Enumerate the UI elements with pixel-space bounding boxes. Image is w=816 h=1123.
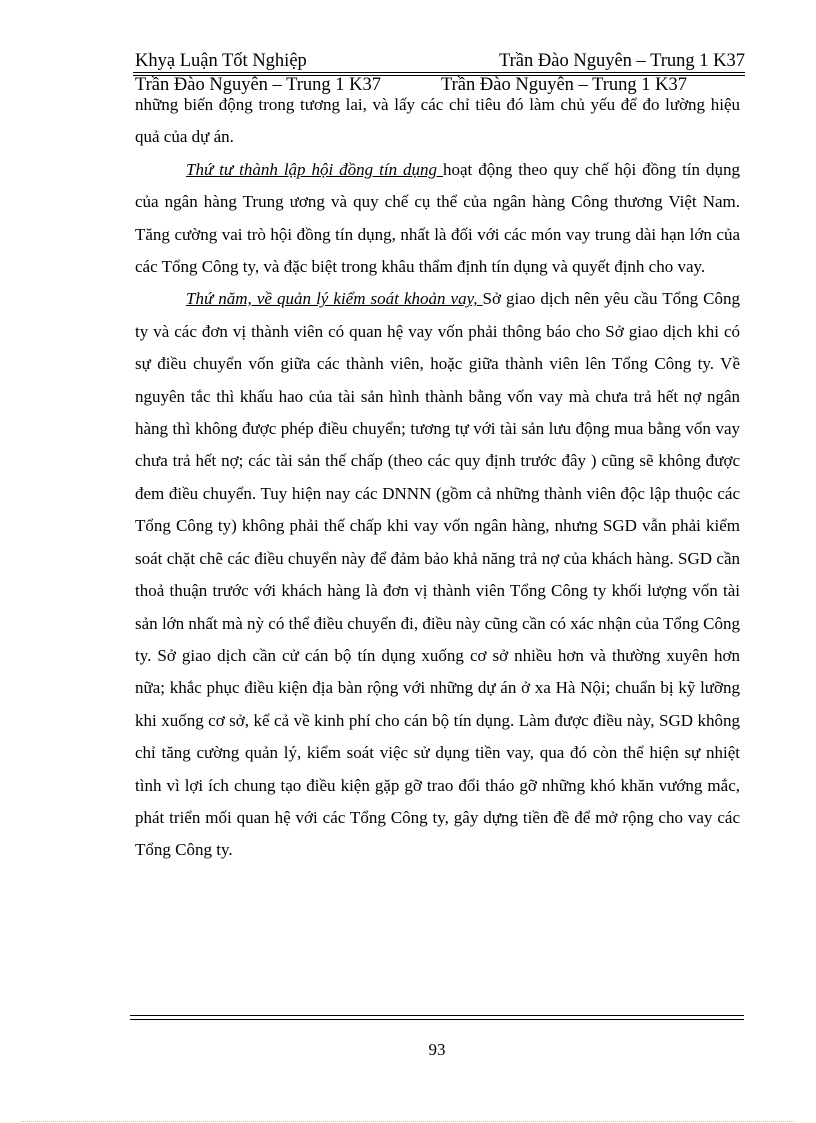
paragraph-1: những biến động trong tương lai, và lấy các chỉ tiêu đó làm chủ yếu để đo lường hiệu quả của dự án. xyxy=(135,95,740,147)
paragraph-2 xyxy=(135,154,740,284)
footer-rule-top xyxy=(130,1015,744,1016)
header-title: Khyạ Luận Tốt Nghiệp xyxy=(135,51,307,71)
page-number: 93 xyxy=(428,1040,446,1059)
paragraph-3-text: Sở giao dịch nên yêu cầu Tổng Công ty và các đơn vị thành viên có quan hệ vay vốn phải thông báo cho Sở giao dịch khi có sự điều chuyển vốn giữa các thành viên, hoặc giữa thành viên lên Tổng Công ty. Về nguyên tắc thì khấu hao của tài sản hình thành bằng vốn vay mà chưa trả hết nợ ngân hàng thì không được phép điều chuyển; tương tự với tài sản lưu động mua bằng vốn vay chưa trả hết nợ; các tài sản thế chấp (theo các quy định trước đây ) cũng sẽ không được đem điều chuyển. Tuy hiện nay các DNNN (gồm cả những thành viên độc lập thuộc các Tổng Công ty) không phải thế chấp khi vay vốn ngân hàng, nhưng SGD vẫn phải kiểm soát chặt chẽ các điều chuyển này để đảm bảo khả năng trả nợ của khách hàng. SGD cần thoả thuận trước với khách hàng là đơn vị thành viên Tổng Công ty khối lượng vốn tài sản lớn nhất mà nỳ có thể điều chuyển đi, điều này cũng cần có xác nhận của Tổng Công ty. Sở giao dịch cần cử cán bộ tín dụng xuống cơ sở nhiều hơn và thường xuyên hơn nữa; khắc phục điều kiện địa bàn rộng với những dự án ở xa Hà Nội; chuẩn bị kỹ lưỡng khi xuống cơ sở, kể cả về kinh phí cho cán bộ tín dụng. Làm được điều này, SGD không chỉ tăng cường quản lý, kiểm soát việc sử dụng tiền vay, qua đó còn thể hiện sự nhiệt tình vì lợi ích chung tạo điều kiện gặp gỡ trao đổi tháo gỡ những khó khăn vướng mắc, phát triển mối quan hệ với các Tổng Công ty, gây dựng tiền đề để mở rộng cho vay các Tổng Công ty. xyxy=(135,289,740,860)
paragraph-2-lead: Thứ tư thành lập hội đồng tín dụng xyxy=(186,159,444,179)
header-author: Trần Đào Nguyên – Trung 1 K37 xyxy=(498,51,745,71)
header-rule-top xyxy=(133,72,745,73)
paragraph-3-lead: Thứ năm, về quản lý kiểm soát khoản vay, xyxy=(186,289,483,309)
page-edge-dotted-line xyxy=(22,1121,794,1122)
body-text xyxy=(135,89,740,867)
header-repeat-a: Trần Đào Nguyên – Trung 1 K37 xyxy=(135,75,382,95)
paragraph-2-text: hoạt động theo quy chế hội đồng tín dụng của ngân hàng Trung ương và quy chế cụ thể của ngân hàng Công thương Việt Nam. Tăng cường vai trò hội đồng tín dụng, nhất là đối với các món vay trung dài hạn lớn của các Tổng Công ty, và đặc biệt trong khâu thẩm định tín dụng và quyết định cho vay. xyxy=(135,159,740,277)
header-repeat-b: Trần Đào Nguyên – Trung 1 K37 xyxy=(441,75,688,95)
paragraph-3 xyxy=(135,283,740,866)
footer-rule-bottom xyxy=(130,1019,744,1020)
